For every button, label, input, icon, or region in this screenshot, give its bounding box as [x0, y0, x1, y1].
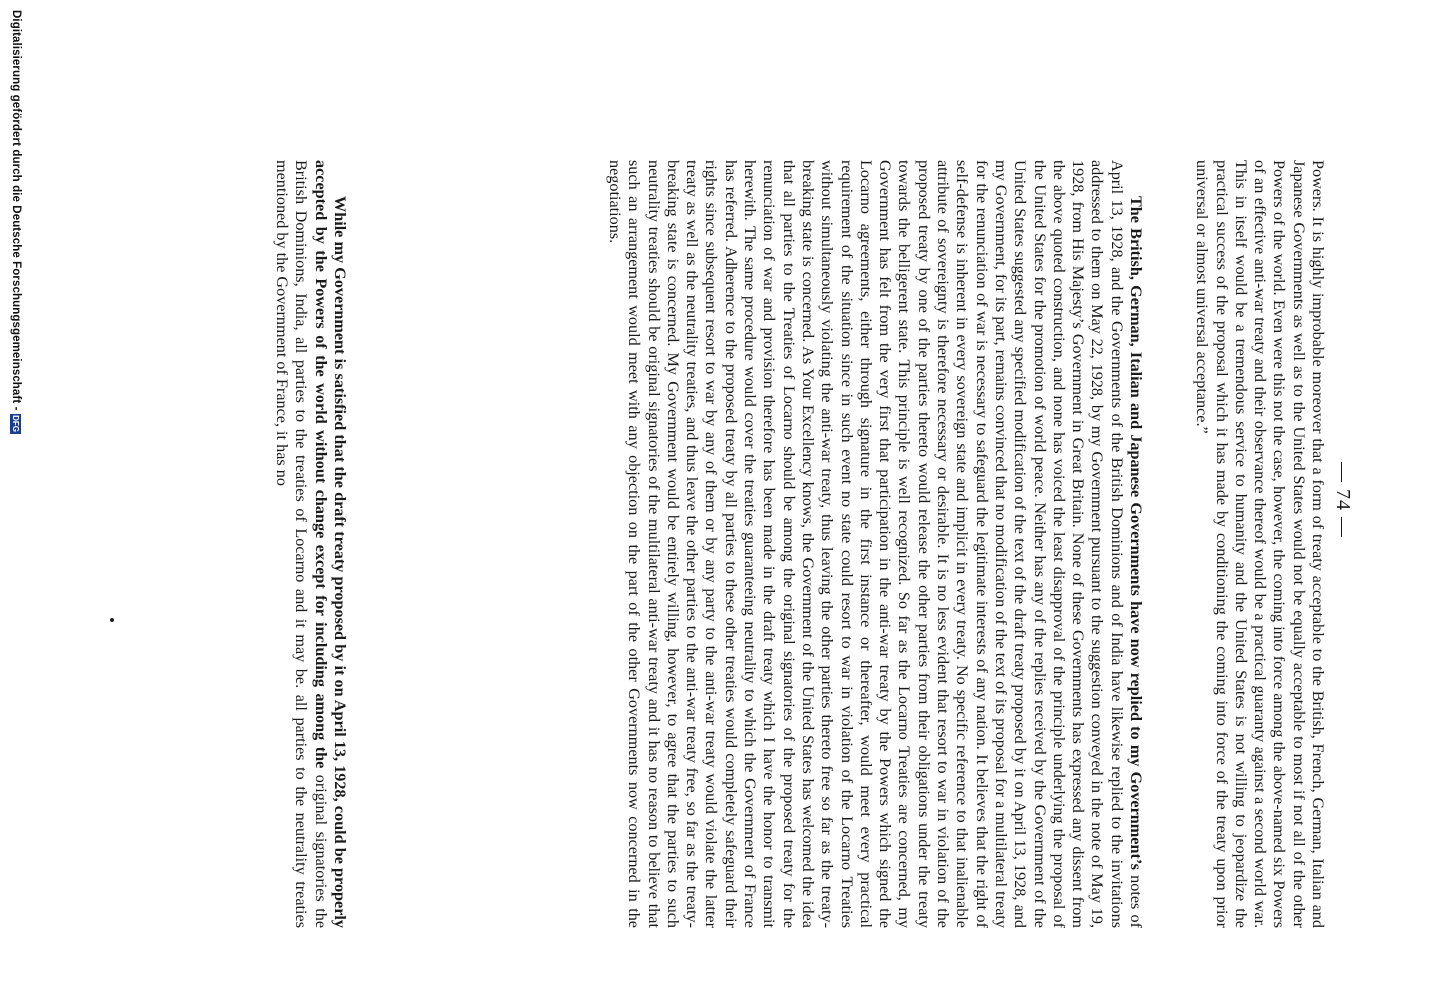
paragraph-text: original signatories the British Dominions, India, all parties to the treaties of Locarno and it may be. all parties to the neutrality treaties mentioned by the Government of France, it has no	[273, 160, 330, 928]
paragraph-text: notes of April 13, 1928, and the Governments of the British Dominions and of India have likewise replied to the invitations addressed to them on May 22, 1928, by my Government pursuant to the suggestion conveyed in the note of May 19, 1928, from His Majesty’s Government in Great Britain. None of these Governments has expressed any dissent from the above quoted construction, and none has voiced the least disapproval of the principle underlying the proposal of the United States for the promotion of world peace. Neither has any of the replies received by the Government of the United States suggested any specified modification of the text of the draft treaty proposed by it on April 13, 1928, and my Government, for its part, remains convinced that no modification of the text of its proposal for a multilateral treaty for the renunciation of war is necessary to safeguard the legitimate interests of any nation. It believes that the right of self-defense is inherent in every sovereign state and implicit in every treaty. No specific reference to that inalienable attribute of sovereignty is therefore necessary or desirable. It is no less evident that resort to war in violation of the proposed treaty by one of the parties thereto would release the other parties from their obligations under the treaty towards the belligerent state. This principle is well recognized. So far as the Locarno Treaties are concerned, my Government has felt from the very first that participation in the anti-war treaty by the Powers which signed the Locarno agreements, either through signature in the first instance or thereafter, would meet every practical requirement of the situation since in such event no state could resort to war in violation of the Locarno Treaties without simultaneously violating the anti-war treaty, thus leaving the other parties thereto free so far as the treaty-breaking state is concerned. As Your Excellency knows, the Government of the United States has welcomed the idea that all parties to the Treaties of Locarno should be among the original signatories of the proposed treaty for the renunciation of war and provision therefore has been made in the draft treaty which I have the honor to transmit herewith. The same procedure would cover the treaties guaranteeing neutrality to which the Government of France has referred. Adherence to the proposed treaty by all parties to these other treaties would completely safeguard their rights since subsequent resort to war by any of them or by any party to the anti-war treaty would violate the latter treaty as well as the neutrality treaties, and thus leave the other parties to the anti-war treaty free, so far as the treaty-breaking state is concerned. My Government would be entirely willing, however, to agree that the parties to such neutrality treaties should be original signatories of the multilateral anti-war treaty and it has no reason to believe that such an arrangement would meet with any objection on the part of the other Governments now concerned in the negotiations.	[605, 160, 1145, 928]
digitization-credit	[10, 10, 22, 1000]
paragraph-lead-bold: While my Government is satisfied that the draft treaty proposed by it on April 13, 1928, could be properly accepted by the Powers of the world without change except for including among the	[311, 160, 349, 928]
paragraph-lead-bold: The British, German, Italian and Japanese Governments have now replied to my Government’s	[1127, 196, 1145, 870]
paragraph-replies	[605, 160, 1145, 928]
scan-speck	[110, 618, 114, 622]
page-number: — 74 —	[1332, 462, 1354, 538]
paragraph-satisfied	[272, 160, 349, 928]
paragraph-text: Powers. It is highly improbable moreover that a form of treaty acceptable to the British, French, German, Italian and Japanese Governments as well as to the United States would not be equally acceptable to most if not all of the other Powers of the world. Even were this not the case, however, the coming into force among the above-named six Powers of an effective anti-war treaty and their observance thereof would be a practical guaranty against a second world war. This in itself would be a tremendous service to humanity and the United States is not willing to jeopardize the practical success of the proposal which it has made by conditioning the coming into force of the treaty upon prior universal or almost universal acceptance.”	[1193, 160, 1327, 928]
credit-text: Digitalisierung gefördert durch die Deutsche Forschungsgemeinschaft -	[10, 10, 22, 411]
paragraph-continuation	[1192, 160, 1327, 928]
dfg-logo-icon: DFG	[11, 415, 21, 432]
